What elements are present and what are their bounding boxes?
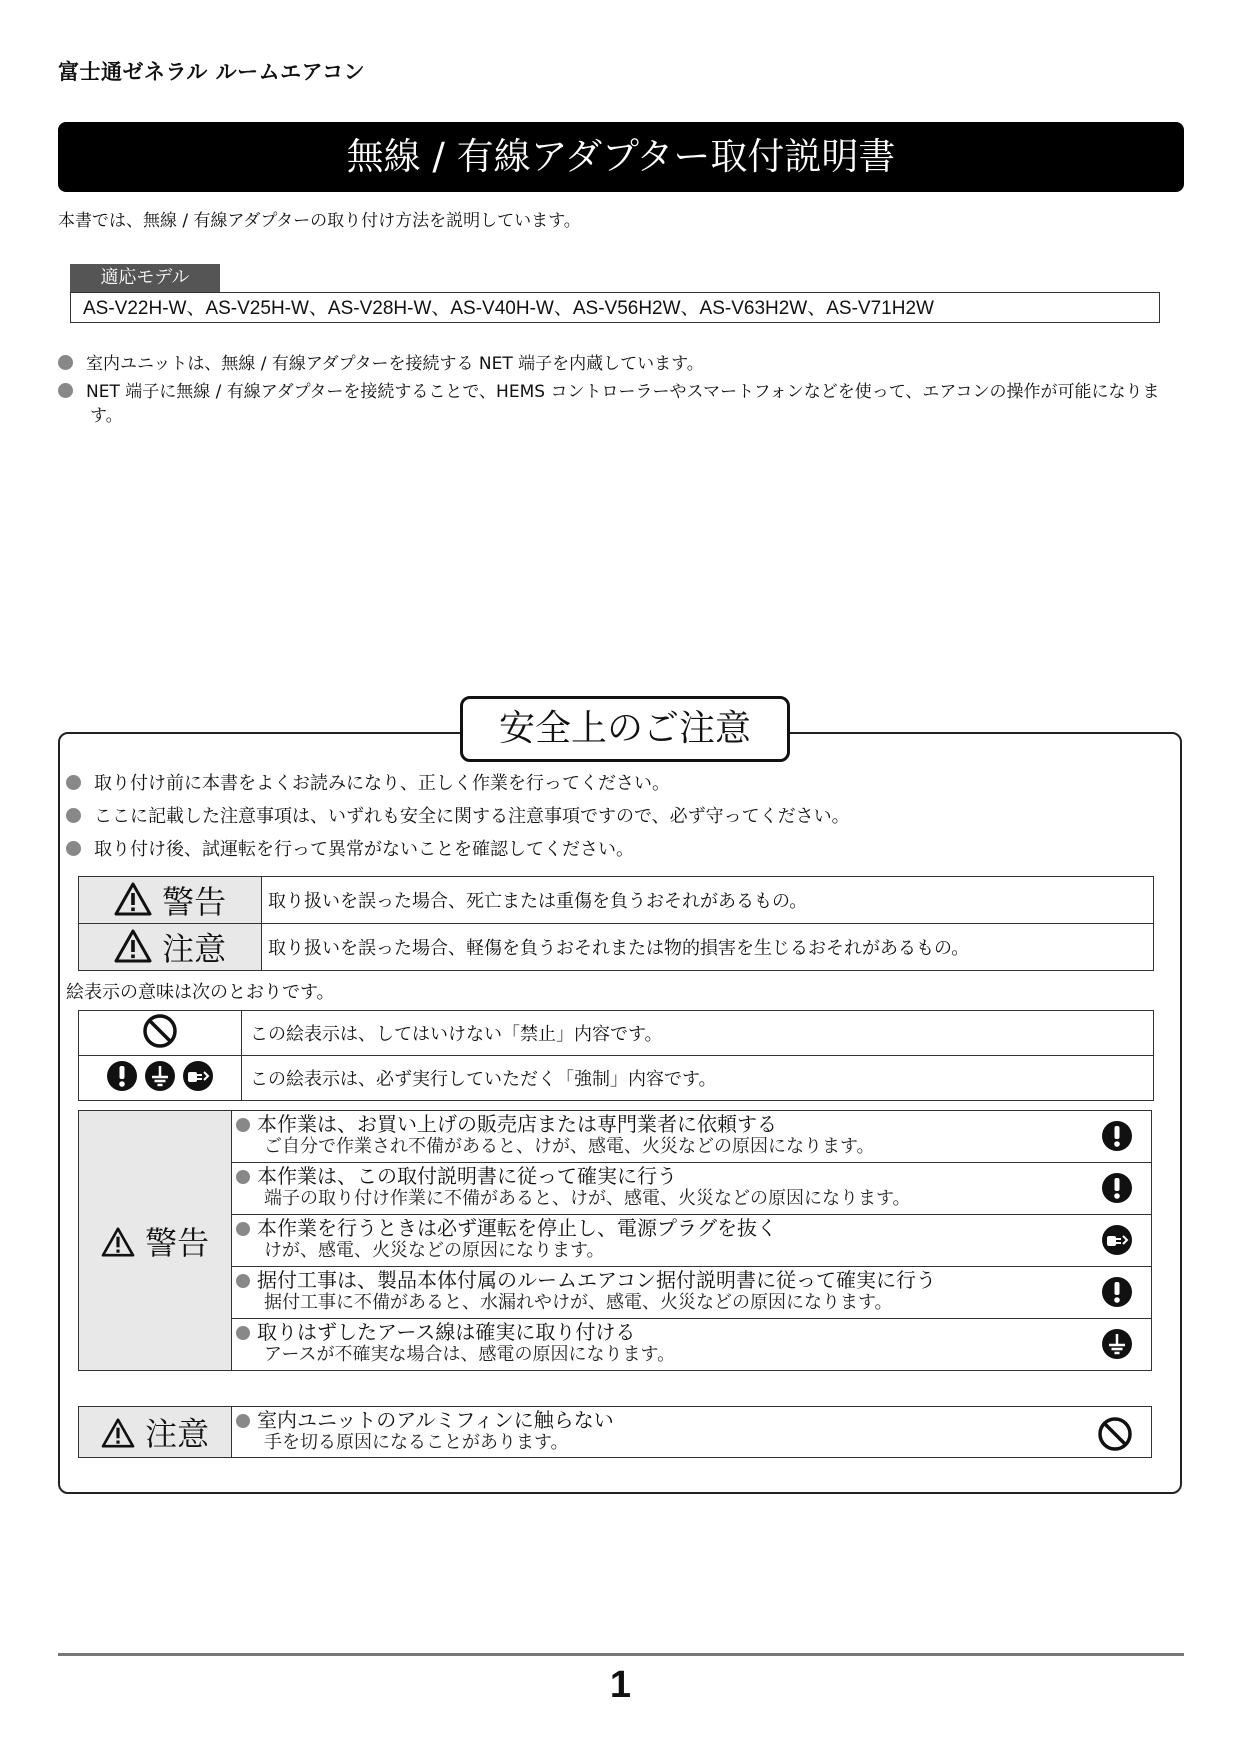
- prohibition-icon: [1097, 1416, 1133, 1452]
- list-item: NET 端子に無線 / 有線アダプターを接続することで、HEMS コントローラーやスマートフォンなどを使って、エアコンの操作が可能になります。: [58, 380, 1178, 428]
- warning-label-cell: 警告: [79, 877, 262, 924]
- symbol-description: この絵表示は、してはいけない「禁止」内容です。: [242, 1011, 1154, 1056]
- warning-item: 取りはずしたアース線は確実に取り付ける アースが不確実な場合は、感電の原因になります。: [232, 1319, 1152, 1371]
- table-row: [79, 877, 1154, 924]
- caution-table: [78, 1406, 1152, 1458]
- symbol-meaning-note: 絵表示の意味は次のとおりです。: [66, 982, 335, 1003]
- model-tag: 適応モデル: [70, 264, 220, 292]
- table-row: [79, 1011, 1154, 1056]
- table-row: [79, 1111, 1152, 1163]
- intro-text: 本書では、無線 / 有線アダプターの取り付け方法を説明しています。: [58, 211, 581, 231]
- signal-word-legend: [78, 876, 1154, 971]
- table-row: [79, 1056, 1154, 1101]
- footer-divider: [58, 1653, 1184, 1656]
- ground-icon: [1101, 1328, 1133, 1360]
- mandatory-icon: [1101, 1276, 1133, 1308]
- list-item: 取り付け前に本書をよくお読みになり、正しく作業を行ってください。: [66, 772, 1166, 796]
- table-row: [79, 1267, 1152, 1319]
- safety-heading: 安全上のご注意: [460, 696, 790, 762]
- legend-description: 取り扱いを誤った場合、死亡または重傷を負うおそれがあるもの。: [262, 877, 1154, 924]
- unplug-icon: [1101, 1224, 1133, 1256]
- warning-item: 本作業は、お買い上げの販売店または専門業者に依頼する ご自分で作業され不備があると、けが、感電、火災などの原因になります。: [232, 1111, 1152, 1163]
- bullet-icon: [66, 775, 81, 790]
- page-number: 1: [609, 1664, 632, 1706]
- legend-description: 取り扱いを誤った場合、軽傷を負うおそれまたは物的損害を生じるおそれがあるもの。: [262, 924, 1154, 971]
- warning-triangle-icon: [101, 1418, 135, 1448]
- brand-title: 富士通ゼネラル ルームエアコン: [58, 60, 366, 84]
- bullet-icon: [236, 1222, 250, 1236]
- symbol-cell: [79, 1011, 242, 1056]
- mandatory-icon: [1101, 1120, 1133, 1152]
- bullet-icon: [236, 1326, 250, 1340]
- bullet-icon: [236, 1414, 250, 1428]
- list-item: 室内ユニットは、無線 / 有線アダプターを接続する NET 端子を内蔵しています。: [58, 352, 1178, 376]
- model-list: AS-V22H-W、AS-V25H-W、AS-V28H-W、AS-V40H-W、AS-V56H2W、AS-V63H2W、AS-V71H2W: [70, 292, 1160, 323]
- warning-triangle-icon: [114, 929, 152, 963]
- symbol-description: この絵表示は、必ず実行していただく「強制」内容です。: [242, 1056, 1154, 1101]
- table-row: [79, 924, 1154, 971]
- warning-label-cell: 警告: [79, 1111, 232, 1371]
- ground-icon: [144, 1060, 176, 1092]
- symbol-legend: [78, 1010, 1154, 1101]
- list-item: 取り付け後、試運転を行って異常がないことを確認してください。: [66, 838, 1166, 862]
- warning-triangle-icon: [114, 882, 152, 916]
- prohibition-icon: [142, 1013, 178, 1049]
- mandatory-icon: [106, 1060, 138, 1092]
- bullet-icon: [58, 383, 73, 398]
- caution-label-cell: 注意: [79, 1407, 232, 1458]
- bullet-icon: [236, 1274, 250, 1288]
- table-row: [79, 1215, 1152, 1267]
- caution-item: 室内ユニットのアルミフィンに触らない 手を切る原因になることがあります。: [232, 1407, 1152, 1458]
- bullet-icon: [236, 1118, 250, 1132]
- table-row: [79, 1319, 1152, 1371]
- bullet-icon: [66, 808, 81, 823]
- safety-bullet-list: [66, 772, 1166, 871]
- warning-table: [78, 1110, 1152, 1371]
- document-title: 無線 / 有線アダプター取付説明書: [58, 122, 1184, 192]
- top-bullet-list: [58, 352, 1178, 432]
- bullet-icon: [58, 355, 73, 370]
- bullet-icon: [236, 1170, 250, 1184]
- table-row: [79, 1407, 1152, 1458]
- caution-label-cell: 注意: [79, 924, 262, 971]
- list-item: ここに記載した注意事項は、いずれも安全に関する注意事項ですので、必ず守ってください。: [66, 805, 1166, 829]
- symbol-cell: [79, 1056, 242, 1101]
- warning-triangle-icon: [101, 1227, 135, 1257]
- table-row: [79, 1163, 1152, 1215]
- warning-item: 本作業は、この取付説明書に従って確実に行う 端子の取り付け作業に不備があると、けが、感電、火災などの原因になります。: [232, 1163, 1152, 1215]
- warning-item: 据付工事は、製品本体付属のルームエアコン据付説明書に従って確実に行う 据付工事に不備があると、水漏れやけが、感電、火災などの原因になります。: [232, 1267, 1152, 1319]
- mandatory-icon: [1101, 1172, 1133, 1204]
- bullet-icon: [66, 841, 81, 856]
- unplug-icon: [182, 1060, 214, 1092]
- warning-item: 本作業を行うときは必ず運転を停止し、電源プラグを抜く けが、感電、火災などの原因になります。: [232, 1215, 1152, 1267]
